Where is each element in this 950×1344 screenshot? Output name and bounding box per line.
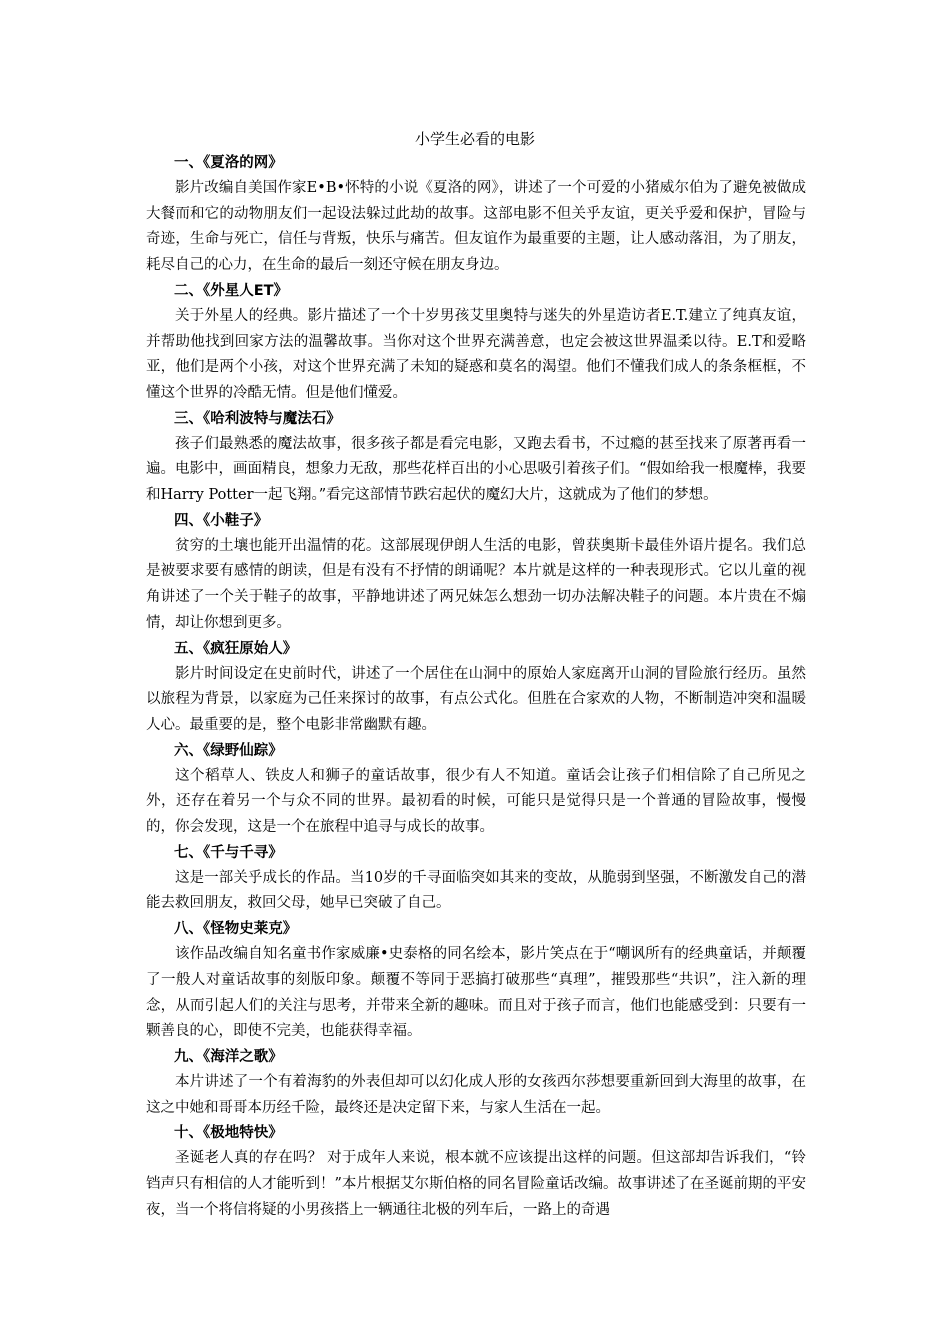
movie-description: 圣诞老人真的存在吗？ 对于成年人来说，根本就不应该提出这样的问题。但这部却告诉我们，“铃铛声只有相信的人才能听到！”本片根据艾尔斯伯格的同名冒险童话改编。故事讲述了在圣诞前期的平安夜，当一个将信将疑的小男孩搭上一辆通往北极的列车后，一路上的奇遇 [146, 1150, 806, 1218]
document-body [146, 151, 806, 1224]
movie-section-8 [146, 917, 806, 1045]
movie-section-4 [146, 509, 806, 637]
movie-heading: 二、《外星人ET》 [174, 282, 289, 299]
movie-heading: 六、《绿野仙踪》 [174, 742, 283, 759]
movie-description: 影片改编自美国作家E•B•怀特的小说《夏洛的网》，讲述了一个可爱的小猪威尔伯为了避免被做成大餐而和它的动物朋友们一起设法躲过此劫的故事。这部电影不但关乎友谊，更关乎爱和保护，冒险与奇迹，生命与死亡，信任与背叛，快乐与痛苦。但友谊作为最重要的主题，让人感动落泪，为了朋友，耗尽自己的心力，在生命的最后一刻还守候在朋友身边。 [146, 180, 806, 274]
movie-description: 孩子们最熟悉的魔法故事，很多孩子都是看完电影，又跑去看书，不过瘾的甚至找来了原著再看一遍。电影中，画面精良，想象力无敌，那些花样百出的小心思吸引着孩子们。“假如给我一根魔棒，我要和Harry Potter一起飞翔。”看完这部情节跌宕起伏的魔幻大片，这就成为了他们的梦想。 [146, 435, 806, 504]
movie-description: 关于外星人的经典。影片描述了一个十岁男孩艾里奥特与迷失的外星造访者E.T.建立了纯真友谊，并帮助他找到回家方法的温馨故事。当你对这个世界充满善意，也定会被这世界温柔以待。E.T和爱略亚，他们是两个小孩，对这个世界充满了未知的疑惑和莫名的渴望。他们不懂我们成人的条条框框，不懂这个世界的冷酷无情。但是他们懂爱。 [146, 307, 806, 401]
movie-section-1 [146, 151, 806, 279]
movie-section-6 [146, 739, 806, 841]
movie-section-5 [146, 637, 806, 739]
movie-heading: 八、《怪物史莱克》 [174, 921, 298, 938]
document-title: 小学生必看的电影 [414, 130, 535, 148]
movie-description: 影片时间设定在史前时代，讲述了一个居住在山洞中的原始人家庭离开山洞的冒险旅行经历。虽然以旅程为背景，以家庭为己任来探讨的故事，有点公式化。但胜在合家欢的人物，不断制造冲突和温暖人心。最重要的是，整个电影非常幽默有趣。 [146, 665, 806, 733]
movie-heading: 九、《海洋之歌》 [174, 1048, 283, 1065]
movie-section-2 [146, 279, 806, 407]
movie-description: 贫穷的土壤也能开出温情的花。这部展现伊朗人生活的电影，曾获奥斯卡最佳外语片提名。我们总是被要求要有感情的朗读，但是有没有不抒情的朗诵呢？本片就是这样的一种表现形式。它以儿童的视角讲述了一个关于鞋子的故事，平静地讲述了两兄妹怎么想劲一切办法解决鞋子的问题。本片贵在不煽情，却让你想到更多。 [146, 537, 806, 631]
movie-heading: 四、《小鞋子》 [174, 512, 269, 529]
movie-description: 该作品改编自知名童书作家威廉•史泰格的同名绘本，影片笑点在于“嘲讽所有的经典童话，并颠覆了一般人对童话故事的刻版印象。颠覆不等同于恶搞打破那些“真理”，摧毁那些“共识”，注入新的理念，从而引起人们的关注与思考，并带来全新的趣味。而且对于孩子而言，他们也能感受到：只要有一颗善良的心，即使不完美，也能获得幸福。 [146, 946, 806, 1040]
movie-section-9 [146, 1045, 806, 1121]
movie-heading: 三、《哈利波特与魔法石》 [174, 410, 341, 427]
movie-heading: 十、《极地特快》 [174, 1125, 283, 1142]
movie-section-7 [146, 841, 806, 917]
movie-description: 本片讲述了一个有着海豹的外表但却可以幻化成人形的女孩西尔莎想要重新回到大海里的故事，在这之中她和哥哥本历经千险，最终还是决定留下来，与家人生活在一起。 [146, 1073, 806, 1116]
movie-description: 这是一部关乎成长的作品。当10岁的千寻面临突如其来的变故，从脆弱到坚强，不断激发自己的潜能去救回朋友，救回父母，她早已突破了自己。 [146, 869, 806, 912]
movie-heading: 七、《千与千寻》 [174, 844, 283, 861]
movie-heading: 一、《夏洛的网》 [174, 155, 283, 171]
movie-description: 这个稻草人、铁皮人和狮子的童话故事，很少有人不知道。童话会让孩子们相信除了自己所见之外，还存在着另一个与众不同的世界。最初看的时候，可能只是觉得只是一个普通的冒险故事，慢慢的，你会发现，这是一个在旅程中追寻与成长的故事。 [146, 767, 806, 836]
movie-section-3 [146, 407, 806, 509]
movie-heading: 五、《疯狂原始人》 [174, 640, 298, 657]
movie-section-10 [146, 1121, 806, 1223]
